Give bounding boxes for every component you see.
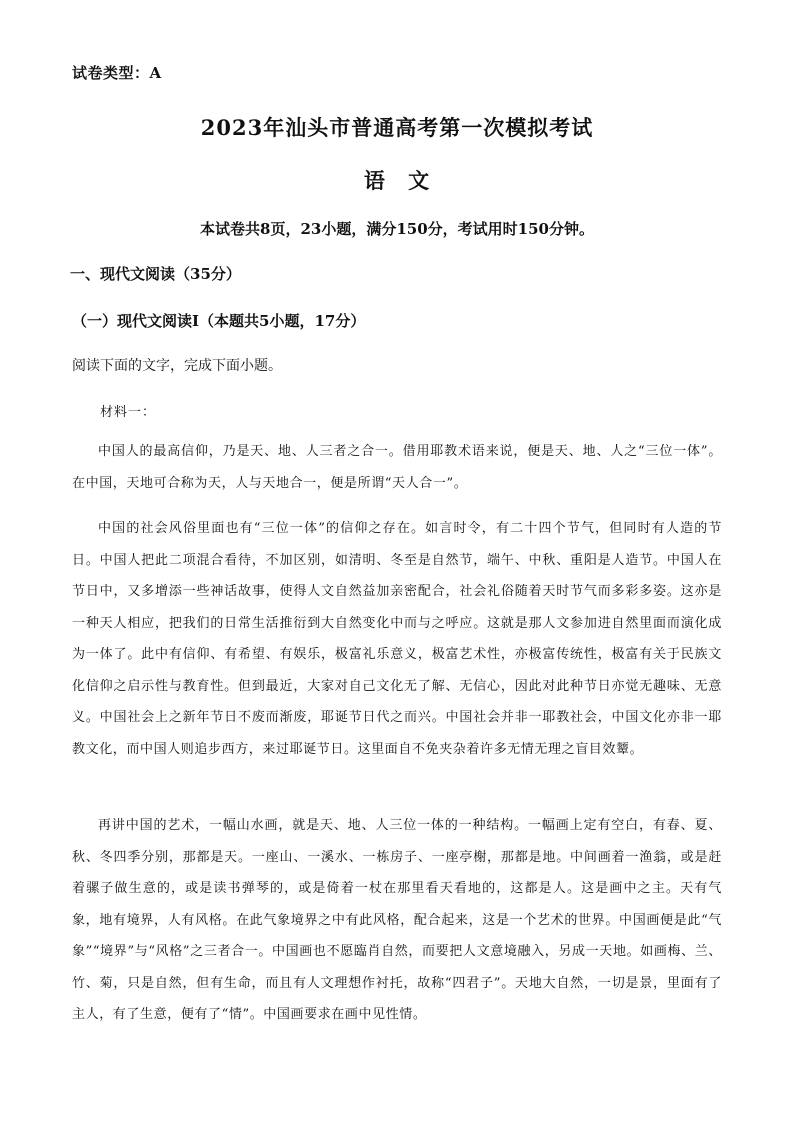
reading-instruction: 阅读下面的文字，完成下面小题。: [72, 357, 282, 373]
material-paragraph-1: 中国人的最高信仰，乃是天、地、人三者之合一。借用耶教术语来说，便是天、地、人之“三位一体”。在中国，天地可合称为天，人与天地合一，便是所谓“天人合一”。: [72, 444, 722, 491]
section-subheading: （一）现代文阅读Ⅰ（本题共5小题，17分）: [72, 312, 366, 330]
material-paragraph-2: 中国的社会风俗里面也有“三位一体”的信仰之存在。如言时令，有二十四个节气，但同时有人造的节日。中国人把此二项混合看待，不加区别，如清明、冬至是自然节，端午、中秋、重阳是人造节。中国人在节日中，又多增添一些神话故事，使得人文自然益加亲密配合，社会礼俗随着天时节气而多彩多姿。这亦是一种天人相应，把我们的日常生活推衍到大自然变化中而与之呼应。这就是那人文参加进自然里面而演化成为一体了。此中有信仰、有希望、有娱乐，极富礼乐意义，极富艺术性，亦极富传统性，极富有关于民族文化信仰之启示性与教育性。但到最近，大家对自己文化无了解、无信心，因此对此种节日亦觉无趣味、无意义。中国社会上之新年节日不废而渐废，耶诞节日代之而兴。中国社会并非一耶教社会，中国文化亦非一耶教文化，而中国人则追步西方，来过耶诞节日。这里面自不免夹杂着许多无情无理之盲目效颦。: [72, 521, 722, 757]
subject-title: 语 文: [363, 168, 431, 193]
exam-type: 试卷类型：A: [72, 64, 162, 82]
exam-info: 本试卷共8页，23小题，满分150分，考试用时150分钟。: [200, 220, 594, 238]
material-label: 材料一：: [100, 405, 157, 420]
page-title: 2023年汕头市普通高考第一次模拟考试: [200, 115, 594, 140]
section-heading: 一、现代文阅读（35分）: [70, 265, 241, 283]
material-paragraph-3: 再讲中国的艺术，一幅山水画，就是天、地、人三位一体的一种结构。一幅画上定有空白，有春、夏、秋、冬四季分别，那都是天。一座山、一溪水、一栋房子、一座亭榭，那都是地。中间画着一渔翁，或是赶着骡子做生意的，或是读书弹琴的，或是倚着一杖在那里看天看地的，这都是人。这是画中之主。天有气象，地有境界，人有风格。在此气象境界之中有此风格，配合起来，这是一个艺术的世界。中国画便是此“气象”“境界”与“风格”之三者合一。中国画也不愿臨肖自然，而要把人文意境融入，另成一天地。如画梅、兰、竹、菊，只是自然，但有生命，而且有人文理想作衬托，故称“四君子”。天地大自然，一切是景，里面有了主人，有了生意，便有了“情”。中国画要求在画中见性情。: [72, 818, 722, 1022]
